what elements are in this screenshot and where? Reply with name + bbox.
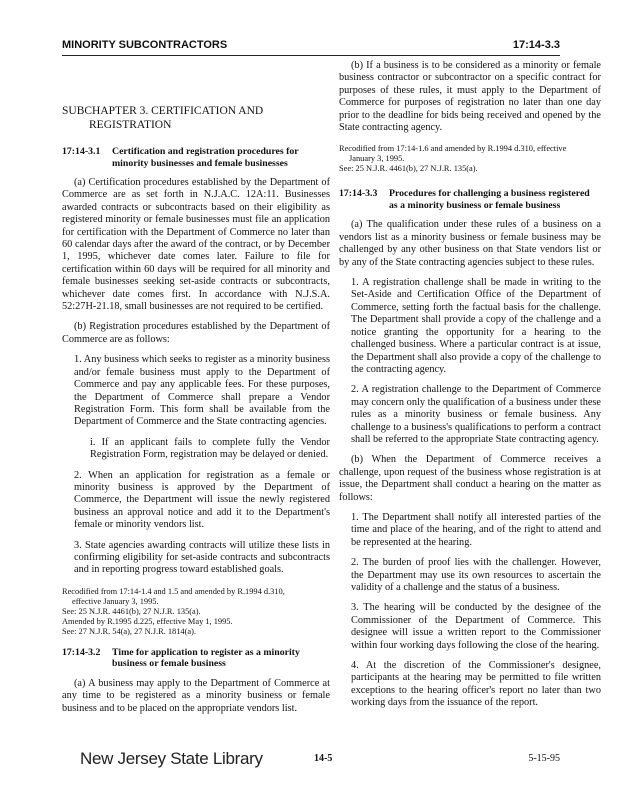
library-stamp: New Jersey State Library: [80, 749, 263, 768]
note-line: See: 27 N.J.R. 54(a), 27 N.J.R. 1814(a).: [62, 626, 196, 636]
paragraph-a-2: 2. A registration challenge to the Department of Commerce may concern only the qualification of a business under these rules as a minority business or female business. Any challenge to a business's qualifications to perform a contract shall be referred to the appropriate State contracting agency.: [351, 384, 601, 445]
paragraph-b-1: 1. Any business which seeks to register as a minority business and/or female business must apply to the Department of Commerce and pay any applicable fees. For these purposes, the Department of Commerce shall prepare a Vendor Registration Form. This form shall be available from the Department of Commerce and the State contracting agencies.: [74, 354, 330, 428]
subchapter-line-1: SUBCHAPTER 3. CERTIFICATION AND: [62, 105, 264, 117]
note-line: See: 25 N.J.R. 4461(b), 27 N.J.R. 135(a).: [62, 606, 201, 616]
subchapter-heading: [62, 104, 330, 132]
section-title-line-1: Time for application to register as a minority: [112, 646, 300, 658]
paragraph-b: (b) When the Department of Commerce receives a challenge, upon request of the business whose registration is at issue, the Department shall conduct a hearing on the matter as follows:: [339, 454, 601, 503]
left-column: [62, 60, 330, 715]
paragraph-b: (b) If a business is to be considered as a minority or female business contractor or subcontractor on a specific contract for purposes of these rules, it must apply to the Department of Commerce for purposes of registration no later than one day prior to the deadline for bids being received and opened by the State contracting agency.: [339, 60, 601, 134]
section-heading-3-3: [339, 188, 601, 211]
history-note-3-2: [339, 144, 601, 174]
revision-date: 5-15-95: [528, 753, 560, 764]
paragraph-a: (a) Certification procedures established by the Department of Commerce are as set forth in N.J.A.C. 12A:11. Businesses awarded contracts or subcontracts based on their eligibility as registered minority or female businesses must file an application for certification with the Department of Commerce no later than 60 calendar days after the award of the contract, or by December 1, 1995, whichever date comes later. Failure to file for certification within 60 days will be required for all minority and female businesses seeking set-aside contracts or subcontracts, whichever date comes first. In accordance with N.J.S.A. 52:27H-21.18, small businesses are not required to be certified.: [62, 177, 330, 313]
paragraph-a: (a) The qualification under these rules of a business on a vendors list as a minority business or female business may be challenged by any other business on that State vendors list or by any of the State contracting agencies subject to these rules.: [339, 219, 601, 268]
section-title-line-1: Certification and registration procedures for: [112, 146, 299, 157]
right-column: [339, 60, 601, 710]
paragraph-b-1: 1. The Department shall notify all interested parties of the time and place of the hearing, and of the right to attend and be represented at the hearing.: [351, 511, 601, 548]
paragraph-b-2: 2. The burden of proof lies with the challenger. However, the Department may use its own resources to ascertain the validity of a challenge and the status of a business.: [351, 557, 601, 593]
note-line: January 3, 1995.: [349, 154, 405, 164]
header-section-number: 17:14-3.3: [512, 39, 560, 51]
paragraph-b-4: 4. At the discretion of the Commissioner's designee, participants at the hearing may be permitted to file written exceptions to the hearing officer's report no later than two working days from the issuance of the report.: [351, 660, 601, 709]
note-line: Recodified from 17:14-1.4 and 1.5 and amended by R.1994 d.310,: [62, 586, 285, 596]
section-number: 17:14-3.2: [62, 646, 101, 658]
paragraph-b-3: 3. State agencies awarding contracts will utilize these lists in confirming eligibility for set-aside contracts and subcontracts and in reporting progress toward established goals.: [74, 539, 330, 576]
paragraph-b-3: 3. The hearing will be conducted by the designee of the Commissioner of the Department of Commerce. This designee will issue a written report to the Commissioner within four working days following the close of the hearing.: [351, 602, 601, 651]
section-heading-3-2: [62, 647, 330, 670]
note-line: Amended by R.1995 d.225, effective May 1, 1995.: [62, 616, 233, 626]
paragraph-a: (a) A business may apply to the Department of Commerce at any time to be registered as a minority business or female business and to be placed on the appropriate vendors list.: [62, 677, 330, 714]
section-title-line-2: business or female business: [112, 658, 226, 670]
subchapter-line-2: REGISTRATION: [89, 119, 172, 131]
history-note-3-1: [62, 587, 330, 637]
section-heading-3-1: [62, 146, 330, 169]
page-number: 14-5: [314, 753, 333, 764]
note-line: See: 25 N.J.R. 4461(b), 27 N.J.R. 135(a).: [339, 164, 478, 174]
section-number: 17:14-3.3: [339, 188, 378, 200]
header-title: MINORITY SUBCONTRACTORS: [62, 39, 228, 51]
paragraph-b-2: 2. When an application for registration as a female or minority business is approved by the Department of Commerce, the Department will issue the newly registered business an approval notice and add it to the Department's female or minority vendors list.: [74, 469, 330, 531]
paragraph-b: (b) Registration procedures established by the Department of Commerce are as follows:: [62, 321, 330, 345]
page-footer: [62, 749, 560, 779]
running-header: [62, 37, 560, 55]
paragraph-b-1-i: i. If an applicant fails to complete fully the Vendor Registration Form, registration may be delayed or denied.: [90, 436, 330, 461]
note-line: effective January 3, 1995.: [72, 596, 159, 606]
note-line: Recodified from 17:14-1.6 and amended by R.1994 d.310, effective: [339, 144, 567, 154]
section-number: 17:14-3.1: [62, 146, 101, 157]
paragraph-a-1: 1. A registration challenge shall be made in writing to the Set-Aside and Certification Office of the Department of Commerce, setting forth the factual basis for the challenge. The Department shall provide a copy of the challenge and a notice granting the opportunity for a hearing to the challenged business. Where a particular contract is at issue, the Department shall also provide a copy of the challenge to the contracting agency.: [351, 277, 601, 375]
section-title-line-1: Procedures for challenging a business registered: [389, 188, 590, 200]
section-title-line-2: minority businesses and female businesses: [112, 157, 288, 169]
header-rule: [62, 55, 560, 56]
section-title-line-2: as a minority business or female business: [389, 199, 561, 211]
